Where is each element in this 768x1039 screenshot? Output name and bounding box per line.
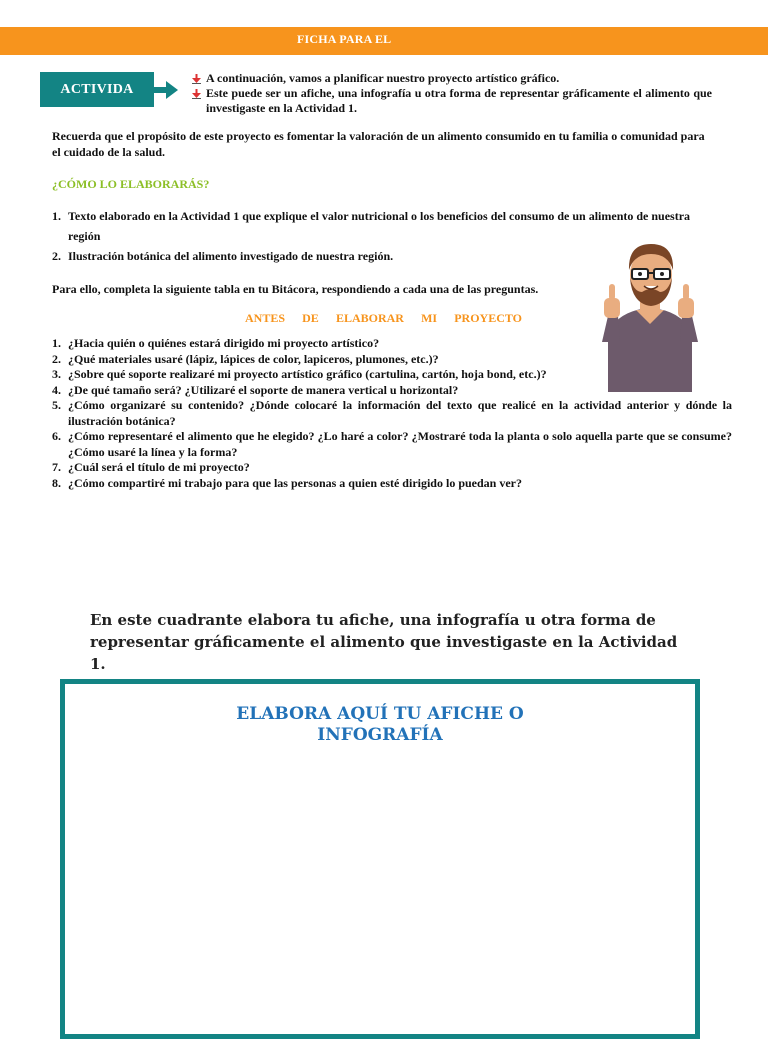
list-item: 4. ¿De qué tamaño será? ¿Utilizaré el soporte de manera vertical u horizontal? bbox=[52, 382, 459, 397]
list-item bbox=[192, 86, 712, 116]
activity-bullets bbox=[192, 71, 712, 116]
list-item: 2. ¿Qué materiales usaré (lápiz, lápices de color, lapiceros, plumones, etc.)? bbox=[52, 351, 439, 366]
list-item: 6. ¿Cómo representaré el alimento que he elegido? ¿Lo haré a color? ¿Mostraré toda la planta o solo aquella parte que se consume? ¿Cómo usaré la línea y la forma? bbox=[52, 429, 732, 459]
list-item: 1. ¿Hacia quién o quiénes estará dirigido mi proyecto artístico? bbox=[52, 336, 380, 350]
arrow-right-icon bbox=[152, 81, 178, 99]
list-item: 3. ¿Sobre qué soporte realizaré mi proyecto artístico gráfico (cartulina, cartón, hoja bond, etc.)? bbox=[52, 367, 547, 381]
purpose-paragraph: Recuerda que el propósito de este proyecto es fomentar la valoración de un alimento consumido en tu familia o comunidad para el cuidado de la salud. bbox=[52, 129, 705, 159]
list-item: 7. ¿Cuál será el título de mi proyecto? bbox=[52, 460, 250, 474]
poster-instruction: En este cuadrante elabora tu afiche, una infografía u otra forma de representar gráficamente el alimento que investigaste en la Actividad 1. bbox=[90, 611, 678, 673]
list-item: 8. ¿Cómo compartiré mi trabajo para que las personas a quien esté dirigido lo puedan ver? bbox=[52, 475, 522, 490]
table-intro: Para ello, completa la siguiente tabla en tu Bitácora, respondiendo a cada una de las preguntas. bbox=[52, 282, 539, 296]
bullet-text: A continuación, vamos a planificar nuestro proyecto artístico gráfico. bbox=[206, 71, 560, 85]
bullet-arrow-icon bbox=[192, 89, 201, 99]
questions-list bbox=[52, 336, 732, 491]
poster-title: ELABORA AQUÍ TU AFICHE O INFOGRAFÍA bbox=[236, 704, 524, 745]
list-item: 1. Texto elaborado en la Actividad 1 que explique el valor nutricional o los beneficios del consumo de un alimento de nuestra región bbox=[52, 209, 691, 243]
how-heading: ¿CÓMO LO ELABORARÁS? bbox=[52, 177, 210, 191]
page-title: FICHA PARA EL bbox=[297, 32, 392, 46]
poster-area[interactable] bbox=[60, 679, 700, 1039]
list-item: 5. ¿Cómo organizaré su contenido? ¿Dónde colocaré la información del texto que realicé en la actividad anterior y dónde la ilustración botánica? bbox=[52, 398, 732, 428]
header-bar bbox=[0, 27, 768, 55]
activity-label: ACTIVIDA bbox=[40, 72, 154, 107]
before-heading: ANTES DE ELABORAR MI PROYECTO bbox=[245, 311, 522, 325]
bullet-arrow-icon bbox=[192, 74, 201, 84]
list-item: 2. Ilustración botánica del alimento investigado de nuestra región. bbox=[52, 249, 394, 263]
list-item bbox=[192, 71, 712, 86]
bullet-text: Este puede ser un afiche, una infografía u otra forma de representar gráficamente el alimento que investigaste en la Actividad 1. bbox=[206, 86, 712, 115]
